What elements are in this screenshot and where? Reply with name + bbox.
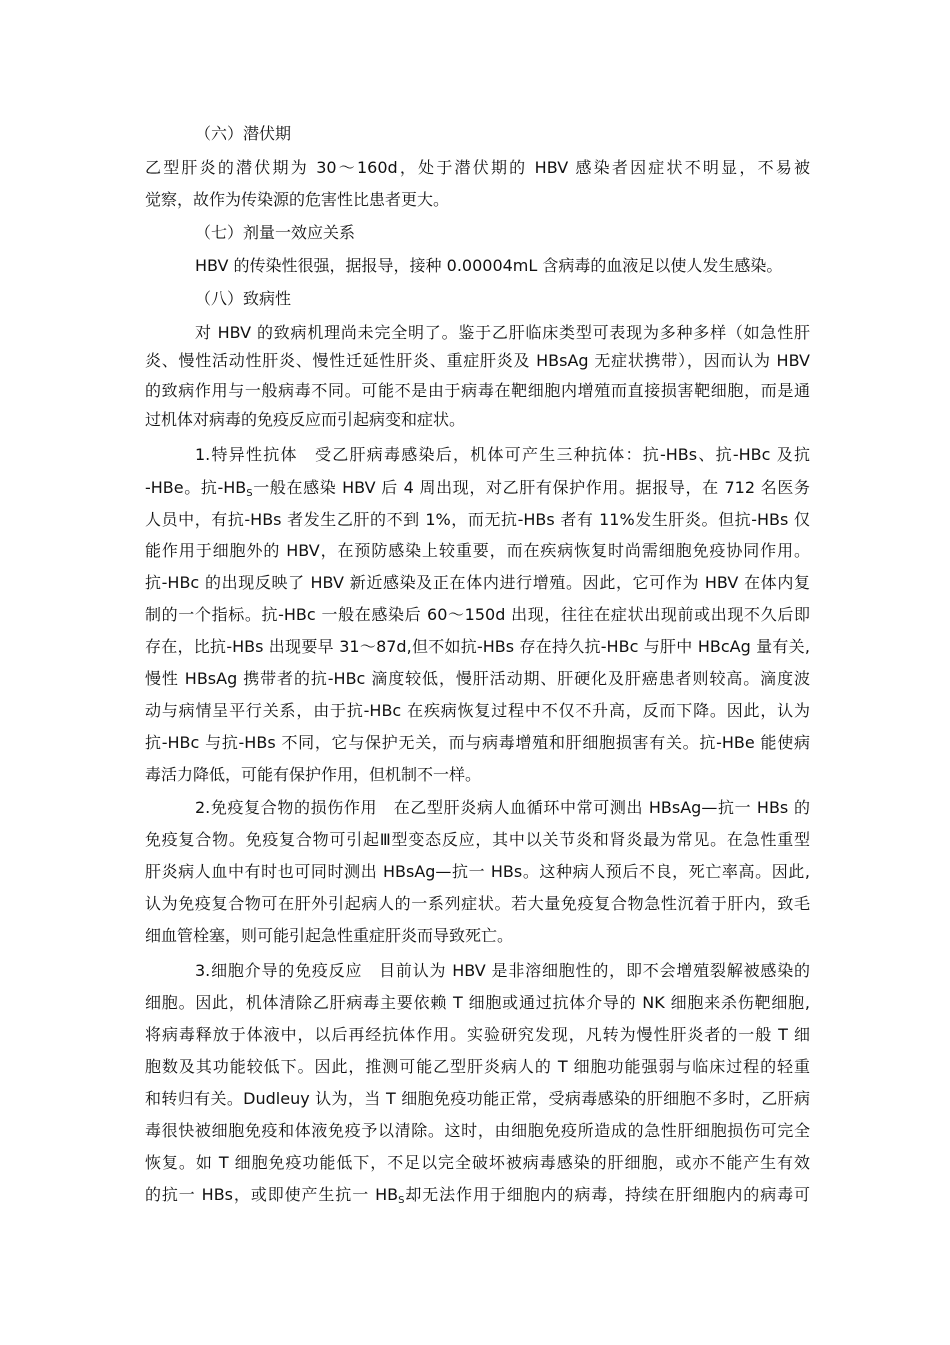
subscript: S <box>246 488 253 499</box>
paragraph-line: 能作用于细胞外的 HBV，在预防感染上较重要，而在疾病恢复时尚需细胞免疫协同作用。 <box>145 541 810 560</box>
paragraph-line: 认为免疫复合物可在肝外引起病人的一系列症状。若大量免疫复合物急性沉着于肝内，致毛 <box>145 894 810 913</box>
section-heading-latency: （六）潜伏期 <box>195 124 292 143</box>
paragraph-line: 动与病情呈平行关系，由于抗-HBc 在疾病恢复过程中不仅不升高，反而下降。因此，认为 <box>145 701 810 720</box>
paragraph-line <box>145 477 810 499</box>
paragraph-line: 过机体对病毒的免疫反应而引起病变和症状。 <box>145 410 466 429</box>
paragraph-line: 抗-HBc 的出现反映了 HBV 新近感染及正在体内进行增殖。因此，它可作为 HBV 在体内复 <box>145 573 810 592</box>
paragraph-line: 2.免疫复合物的损伤作用 在乙型肝炎病人血循环中常可测出 HBsAg—抗一 HBs 的 <box>195 798 810 817</box>
paragraph-line: 慢性 HBsAg 携带者的抗-HBc 滴度较低，慢肝活动期、肝硬化及肝癌患者则较高。滴度波 <box>145 669 810 688</box>
line-part: 的抗一 HBs，或即使产生抗一 HB <box>145 1185 399 1204</box>
paragraph-line: 毒活力降低，可能有保护作用，但机制不一样。 <box>145 765 482 784</box>
paragraph-line: 和转归有关。Dudleuy 认为，当 T 细胞免疫功能正常，受病毒感染的肝细胞不多时，乙肝病 <box>145 1089 810 1108</box>
paragraph-line: 肝炎病人血中有时也可同时测出 HBsAg—抗一 HBs。这种病人预后不良，死亡率高。因此, <box>145 862 810 881</box>
subscript: S <box>398 1195 405 1206</box>
paragraph-line: 胞数及其功能较低下。因此，推测可能乙型肝炎病人的 T 细胞功能强弱与临床过程的轻重 <box>145 1057 810 1076</box>
paragraph-line: 毒很快被细胞免疫和体液免疫予以清除。这时，由细胞免疫所造成的急性肝细胞损伤可完全 <box>145 1121 810 1140</box>
paragraph-line <box>145 1184 810 1206</box>
section-heading-dose-response: （七）剂量一效应关系 <box>195 223 356 242</box>
paragraph-line: 免疫复合物。免疫复合物可引起Ⅲ型变态反应，其中以关节炎和肾炎最为常见。在急性重型 <box>145 830 810 849</box>
line-part: 一般在感染 HBV 后 4 周出现，对乙肝有保护作用。据报导，在 712 名医务 <box>252 478 810 497</box>
paragraph-line: 的致病作用与一般病毒不同。可能不是由于病毒在靶细胞内增殖而直接损害靶细胞，而是通 <box>145 381 810 400</box>
paragraph-line: 细血管栓塞，则可能引起急性重症肝炎而导致死亡。 <box>145 926 514 945</box>
paragraph-line: HBV 的传染性很强，据报导，接种 0.00004mL 含病毒的血液足以使人发生感染。 <box>195 256 783 275</box>
paragraph-line: 细胞。因此，机体清除乙肝病毒主要依赖 T 细胞或通过抗体介导的 NK 细胞来杀伤靶细胞, <box>145 993 810 1012</box>
paragraph-line: 人员中，有抗-HBs 者发生乙肝的不到 1%，而无抗-HBs 者有 11%发生肝炎。但抗-HBs 仅 <box>145 510 810 529</box>
section-heading-pathogenicity: （八）致病性 <box>195 289 292 308</box>
paragraph-line: 对 HBV 的致病机理尚未完全明了。鉴于乙肝临床类型可表现为多种多样（如急性肝 <box>195 323 810 342</box>
line-part: 却无法作用于细胞内的病毒，持续在肝细胞内的病毒可 <box>404 1185 810 1204</box>
paragraph-line: 炎、慢性活动性肝炎、慢性迁延性肝炎、重症肝炎及 HBsAg 无症状携带），因而认为 HBV <box>145 351 810 370</box>
paragraph-line: 3.细胞介导的免疫反应 目前认为 HBV 是非溶细胞性的，即不会增殖裂解被感染的 <box>195 961 810 980</box>
paragraph-line: 存在，比抗-HBs 出现要早 31～87d,但不如抗-HBs 存在持久抗-HBc 与肝中 HBcAg 量有关, <box>145 637 810 656</box>
line-part: -HBe。抗-HB <box>145 478 247 497</box>
paragraph-line: 抗-HBc 与抗-HBs 不同，它与保护无关，而与病毒增殖和肝细胞损害有关。抗-HBe 能使病 <box>145 733 810 752</box>
paragraph-line: 恢复。如 T 细胞免疫功能低下，不足以完全破坏被病毒感染的肝细胞，或亦不能产生有效 <box>145 1153 810 1172</box>
paragraph-line: 将病毒释放于体液中，以后再经抗体作用。实验研究发现，凡转为慢性肝炎者的一般 T 细 <box>145 1025 810 1044</box>
paragraph-line: 1.特异性抗体 受乙肝病毒感染后，机体可产生三种抗体：抗-HBs、抗-HBc 及抗 <box>195 445 810 464</box>
paragraph-line: 乙型肝炎的潜伏期为 30～160d，处于潜伏期的 HBV 感染者因症状不明显，不易被 <box>145 158 810 177</box>
paragraph-line: 觉察，故作为传染源的危害性比患者更大。 <box>145 190 450 209</box>
paragraph-line: 制的一个指标。抗-HBc 一般在感染后 60～150d 出现，往往在症状出现前或出现不久后即 <box>145 605 810 624</box>
